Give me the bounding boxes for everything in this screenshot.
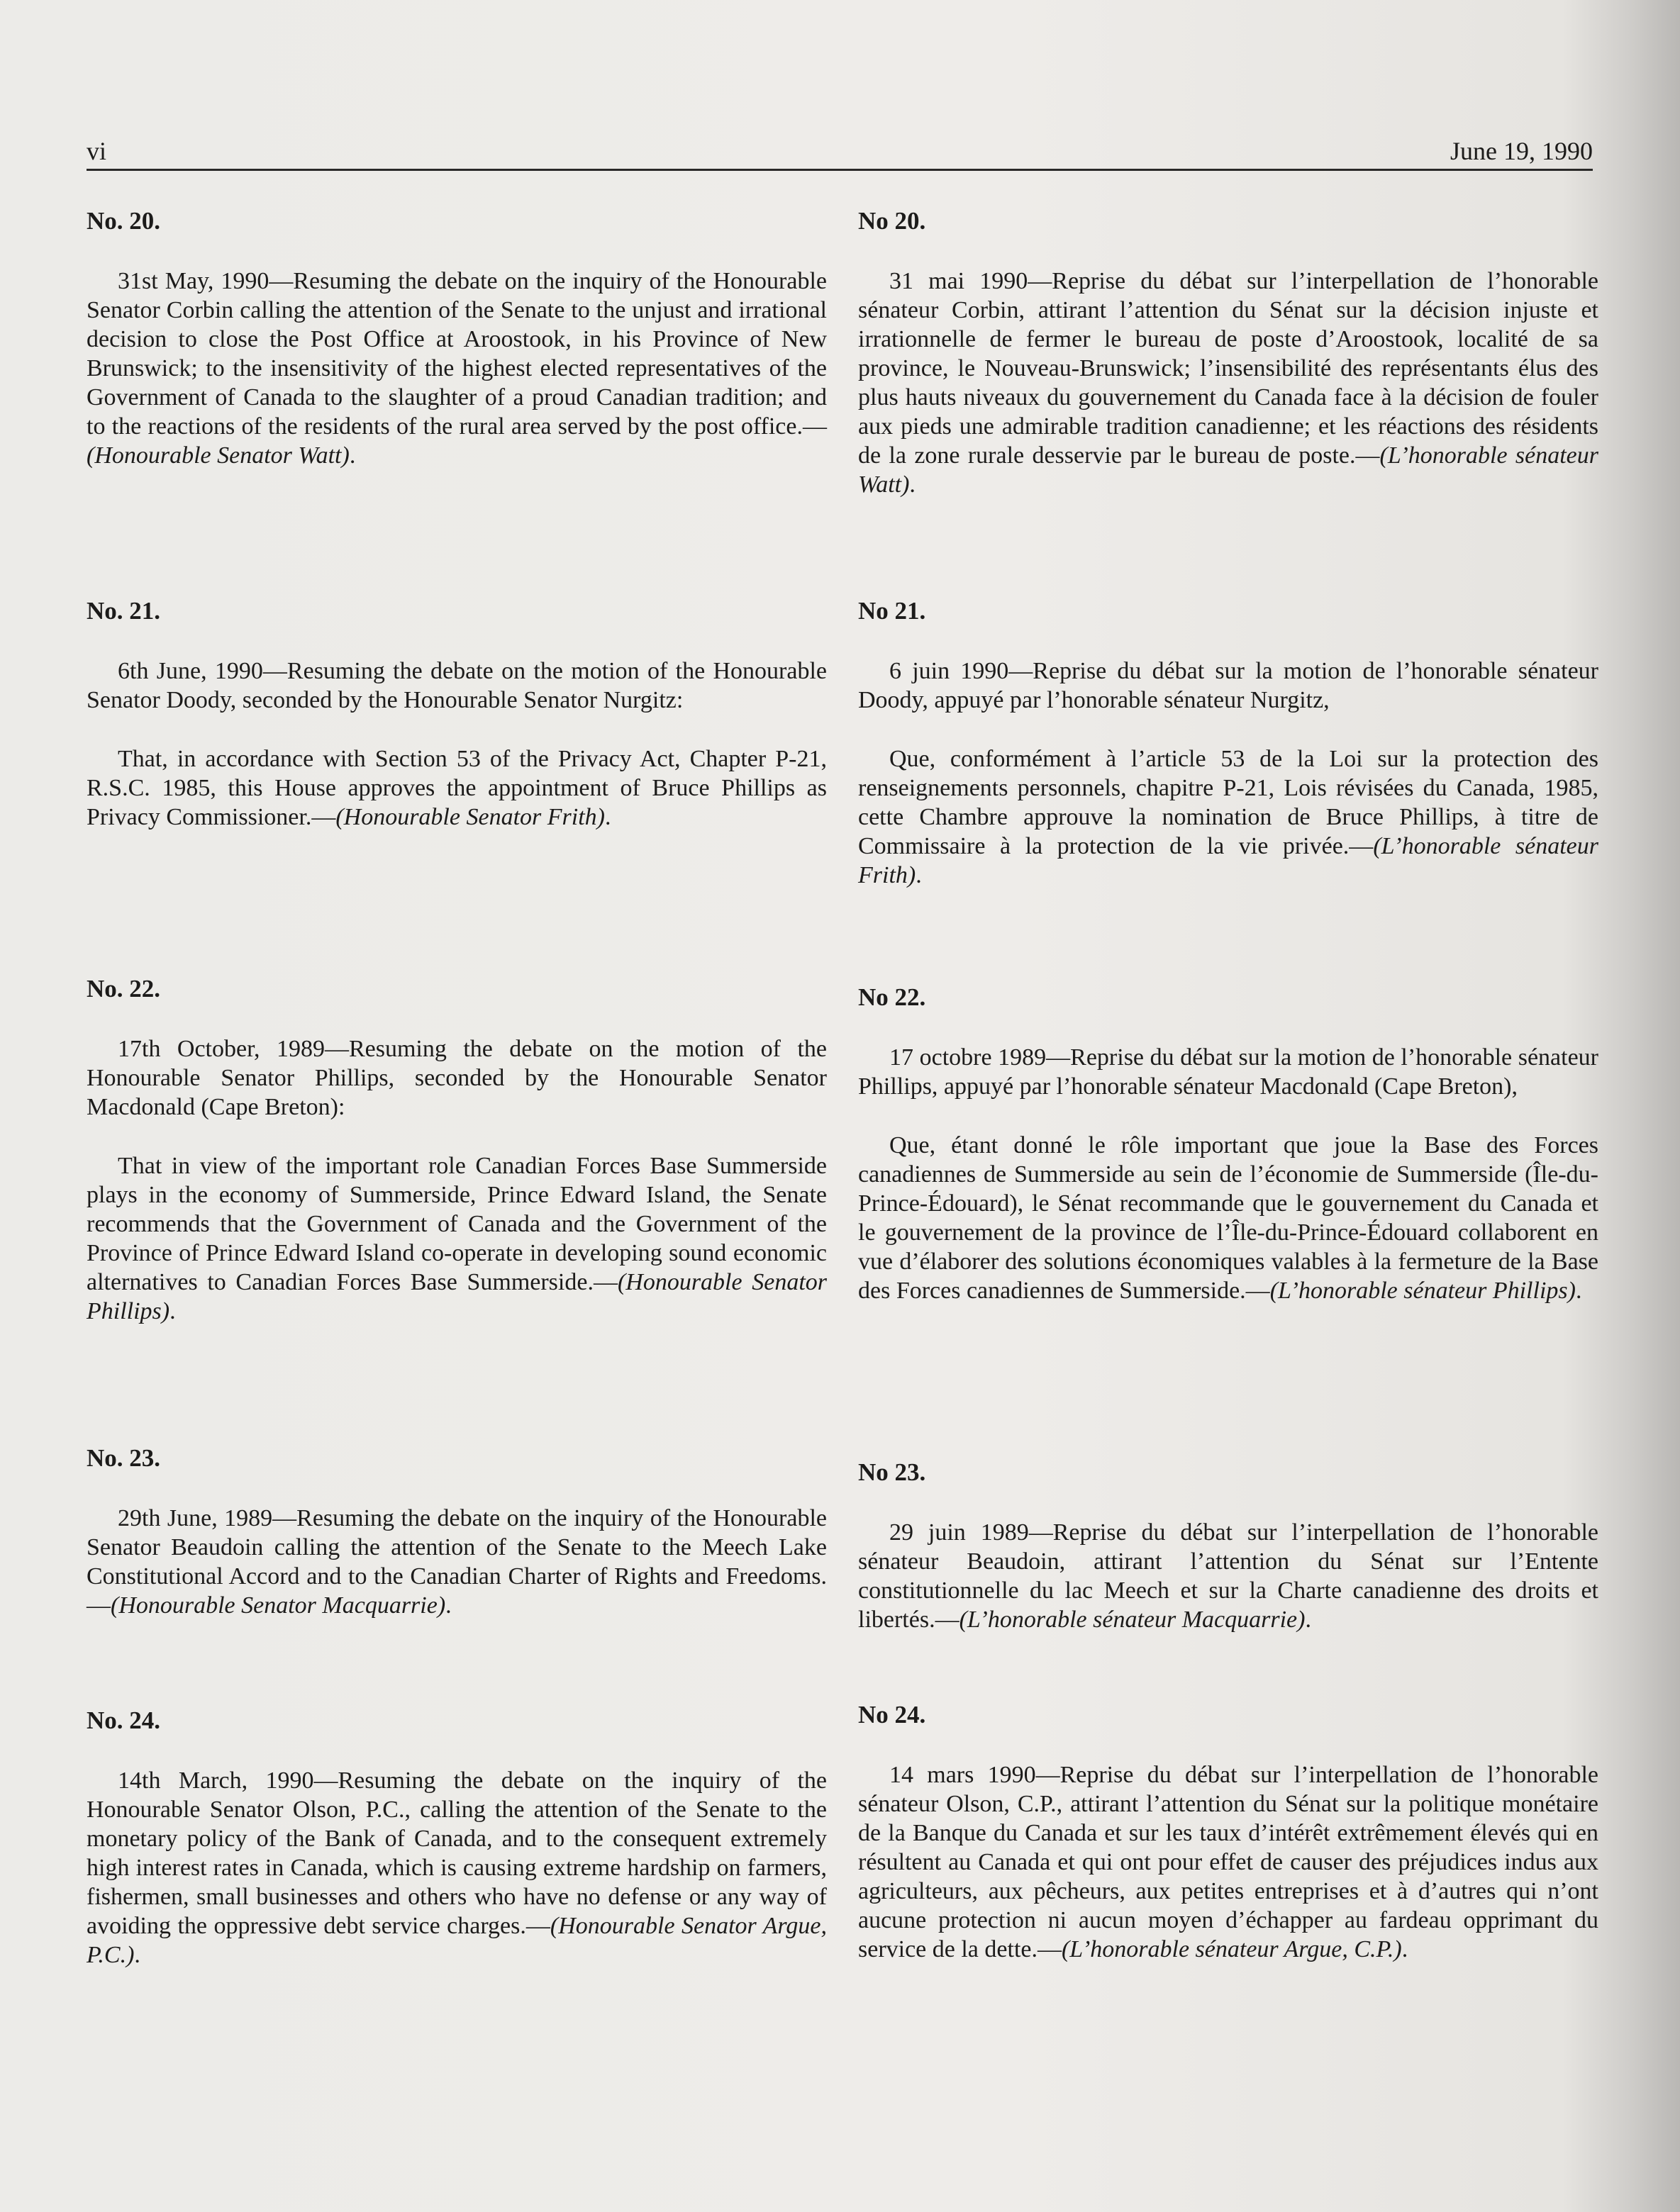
paragraph-citation: (Honourable Senator Macquarrie) — [111, 1592, 446, 1619]
item-paragraph — [858, 1131, 1598, 1305]
item-heading: No 21. — [858, 597, 926, 625]
paragraph-citation: (Honourable Senator Phillips) — [87, 1269, 828, 1324]
item-heading: No. 20. — [87, 207, 161, 235]
page-header — [87, 129, 1593, 171]
item-paragraph — [87, 1766, 827, 1970]
paragraph-text: 17th October, 1989—Resuming the debate on the motion of the Honourable Senator Phillips, seconded by the Honourable Senator Macdonald (Cape Breton): — [87, 1036, 827, 1120]
item-paragraph — [858, 1518, 1598, 1634]
item-paragraph — [87, 1504, 827, 1620]
paragraph-citation: (Honourable Senator Watt) — [87, 442, 350, 469]
page-number: vi — [87, 137, 107, 165]
paragraph-text: That in view of the important role Canadian Forces Base Summerside plays in the economy of Summerside, Prince Edward Island, the Senate recommends that the Government of Canada and the Government of the Province of Prince Edward Island co-operate in developing sound economic alternatives to Canadian Forces Base Summerside.— — [87, 1153, 827, 1295]
paragraph-text: 14th March, 1990—Resuming the debate on the inquiry of the Honourable Senator Olson, P.C., calling the attention of the Senate to the monetary policy of the Bank of Canada, and to the consequent extremely high interest rates in Canada, which is causing extreme hardship on farmers, fishermen, small businesses and others who have no defense or any way of avoiding the oppressive debt service charges.— — [87, 1767, 827, 1939]
english-item-23 — [87, 1443, 827, 1620]
paragraph-citation: (L’honorable sénateur Frith) — [858, 833, 1599, 888]
item-heading: No 23. — [858, 1458, 926, 1486]
paragraph-text: That, in accordance with Section 53 of the Privacy Act, Chapter P-21, R.S.C. 1985, this House approves the appointment of Bruce Phillips as Privacy Commissioner.— — [87, 746, 827, 830]
paragraph-tail: . — [1401, 1936, 1408, 1962]
paragraph-tail: . — [1575, 1278, 1582, 1304]
english-item-24 — [87, 1705, 827, 1970]
item-heading: No. 21. — [87, 597, 161, 625]
english-item-20 — [87, 206, 827, 470]
paragraph-text: 31st May, 1990—Resuming the debate on the inquiry of the Honourable Senator Corbin calling the attention of the Senate to the unjust and irrational decision to close the Post Office at Aroostook, in his Province of New Brunswick; to the insensitivity of the highest elected representatives of the Government of Canada to the slaughter of a proud Canadian tradition; and to the reactions of the residents of the rural area served by the post office.— — [87, 268, 827, 440]
paragraph-tail: . — [445, 1592, 452, 1619]
french-item-22 — [858, 982, 1598, 1305]
english-item-22 — [87, 973, 827, 1326]
paragraph-tail: . — [134, 1942, 140, 1968]
paragraph-text: 14 mars 1990—Reprise du débat sur l’interpellation de l’honorable sénateur Olson, C.P., attirant l’attention du Sénat sur la politique monétaire de la Banque du Canada et sur les taux d’intérêt extrêmement élevés qui en résultent au Canada et qui ont pour effet de causer des préjudices indus aux agriculteurs, aux pêcheurs, aux petites entreprises et à d’autres qui n’ont aucune protection ni aucun moyen d’échapper au fardeau opprimant du service de la dette.— — [858, 1762, 1598, 1962]
paragraph-text: 17 octobre 1989—Reprise du débat sur la motion de l’honorable sénateur Phillips, appuyé par l’honorable sénateur Macdonald (Cape Breton), — [858, 1044, 1598, 1100]
paragraph-tail: . — [169, 1298, 176, 1324]
french-item-20 — [858, 206, 1598, 499]
paragraph-text: 29th June, 1989—Resuming the debate on the inquiry of the Honourable Senator Beaudoin calling the attention of the Senate to the Meech Lake Constitutional Accord and to the Canadian Charter of Rights and Freedoms.— — [87, 1505, 827, 1619]
item-paragraph — [858, 1760, 1598, 1964]
paragraph-tail: . — [349, 442, 356, 469]
paragraph-tail: . — [916, 862, 922, 888]
paragraph-citation: (Honourable Senator Frith) — [335, 804, 605, 830]
paragraph-tail: . — [1305, 1607, 1311, 1633]
french-item-23 — [858, 1457, 1598, 1634]
paragraph-citation: (L’honorable sénateur Argue, C.P.) — [1061, 1936, 1402, 1962]
french-item-24 — [858, 1699, 1598, 1964]
item-paragraph — [87, 657, 827, 715]
paragraph-text: 6th June, 1990—Resuming the debate on the motion of the Honourable Senator Doody, seconded by the Honourable Senator Nurgitz: — [87, 658, 827, 713]
item-paragraph — [858, 267, 1598, 499]
item-paragraph — [87, 267, 827, 470]
item-heading: No. 22. — [87, 975, 161, 1002]
paragraph-text: Que, conformément à l’article 53 de la Loi sur la protection des renseignements personnels, chapitre P-21, Lois révisées du Canada, 1985, cette Chambre approuve la nomination de Bruce Phillips, à titre de Commissaire à la protection de la vie privée.— — [858, 746, 1598, 859]
item-paragraph — [858, 744, 1598, 890]
item-paragraph — [858, 1043, 1598, 1101]
item-paragraph — [87, 744, 827, 832]
item-paragraph — [858, 657, 1598, 715]
paragraph-text: 31 mai 1990—Reprise du débat sur l’interpellation de l’honorable sénateur Corbin, attirant l’attention du Sénat sur la décision injuste et irrationnelle de fermer le bureau de poste d’Aroostook, localité de sa province, le Nouveau-Brunswick; l’insensibilité des représentants élus des plus hauts niveaux du gouvernement du Canada face à la décision de fouler aux pieds une admirable tradition canadienne; et les réactions des résidents de la zone rurale desservie par le bureau de poste.— — [858, 268, 1598, 469]
page-date: June 19, 1990 — [1450, 137, 1593, 165]
french-item-21 — [858, 596, 1598, 890]
paragraph-citation: (L’honorable sénateur Macquarrie) — [959, 1607, 1306, 1633]
item-heading: No 20. — [858, 207, 926, 235]
paragraph-citation: (Honourable Senator Argue, P.C.) — [87, 1913, 827, 1968]
english-item-21 — [87, 596, 827, 832]
item-paragraph — [87, 1034, 827, 1122]
item-heading: No. 24. — [87, 1707, 161, 1734]
paragraph-tail: . — [604, 804, 611, 830]
paragraph-citation: (L’honorable sénateur Watt) — [858, 442, 1598, 498]
paragraph-text: 29 juin 1989—Reprise du débat sur l’interpellation de l’honorable sénateur Beaudoin, attirant l’attention du Sénat sur l’Entente constitutionnelle du lac Meech et sur la Charte canadienne des droits et libertés.— — [858, 1519, 1598, 1633]
paragraph-text: Que, étant donné le rôle important que joue la Base des Forces canadiennes de Summerside au sein de l’économie de Summerside (Île-du-Prince-Édouard), le Sénat recommande que le gouvernement du Canada et le gouvernement de la province de l’Île-du-Prince-Édouard collaborent en vue d’élaborer des solutions économiques valables à la fermeture de la Base des Forces canadiennes de Summerside.— — [858, 1132, 1598, 1304]
paragraph-text: 6 juin 1990—Reprise du débat sur la motion de l’honorable sénateur Doody, appuyé par l’honorable sénateur Nurgitz, — [858, 658, 1598, 713]
item-heading: No 22. — [858, 983, 926, 1011]
paragraph-citation: (L’honorable sénateur Phillips) — [1269, 1278, 1576, 1304]
item-heading: No. 23. — [87, 1444, 161, 1472]
item-heading: No 24. — [858, 1701, 926, 1728]
item-paragraph — [87, 1151, 827, 1326]
paragraph-tail: . — [909, 471, 916, 498]
